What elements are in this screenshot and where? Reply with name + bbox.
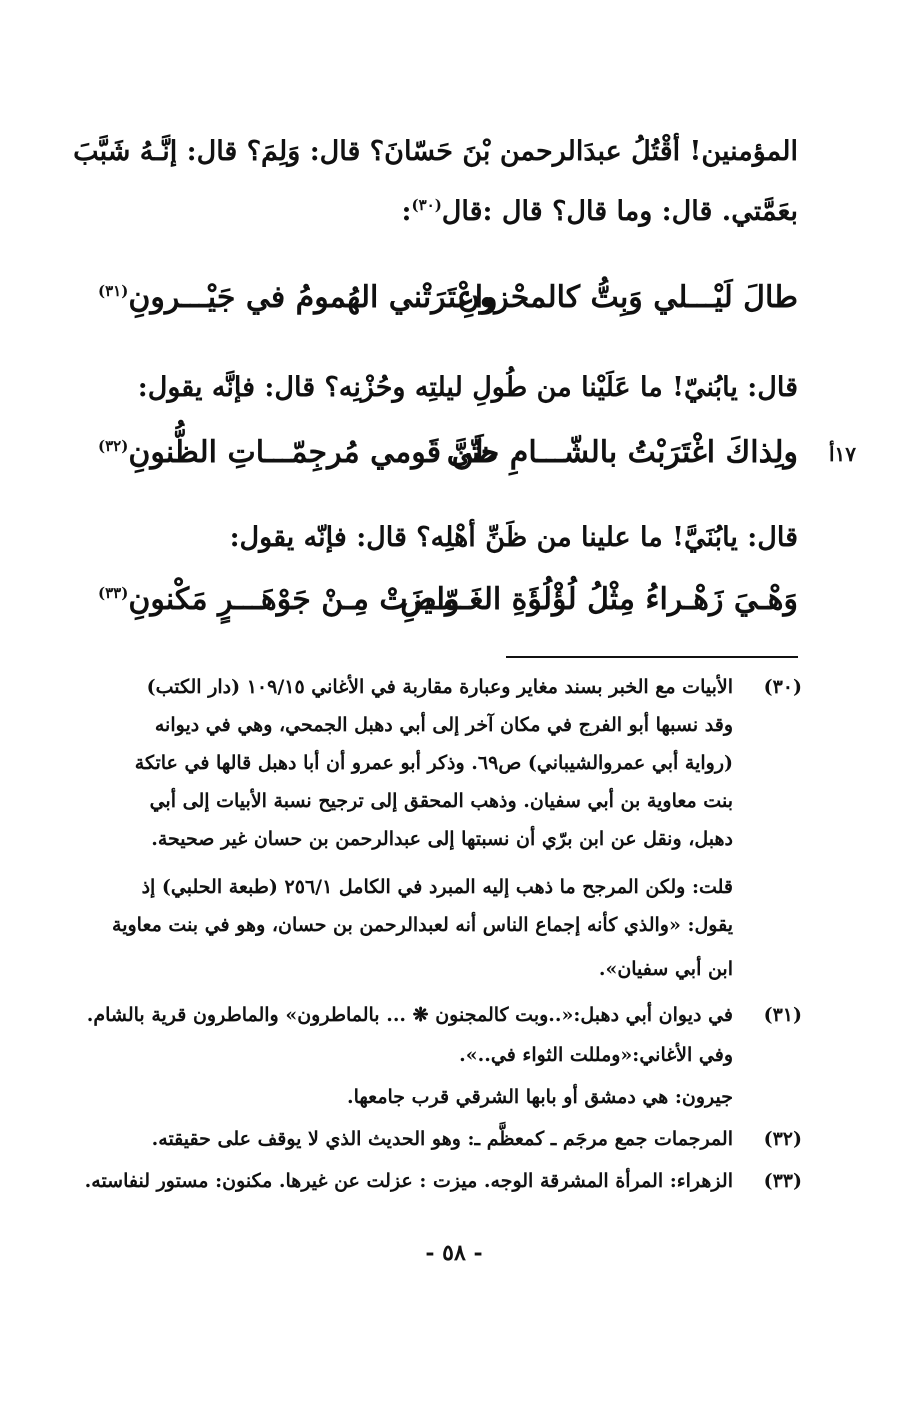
page-number: - ٥٨ - [425,1240,483,1266]
footnote-line: وفي الأغاني:«ومللت الثواء في..». [459,1044,733,1066]
verse-line [98,425,798,481]
footnote-line: (رواية أبي عمروالشيباني) ص٦٩. وذكر أبو عمرو أن أبا دهبل قالها في عاتكة [134,752,733,774]
footnote-separator [506,656,798,658]
verse-hemistich-first: وَهْـيَ زَهْـراءُ مِثْلُ لُؤْلُؤَةِ الغَـوّاصِ [400,582,798,617]
footnote-ref: (٣١) [98,282,129,300]
footnote-line: وقد نسبها أبو الفرج في مكان آخر إلى أبي دهبل الجمحي، وهي في ديوانه [154,714,733,736]
verse-hemistich-second: ظَنَّ قَومي مُرجِمّـــاتِ الظُّنونِ$^{(٣٢)}$ [98,435,499,470]
footnote-ref: (٣٢) [98,437,129,455]
verse-hemistich-first: طالَ لَيْـــلي وَبِتُّ كالمحْزونِ [457,280,798,315]
footnote-line: الأبيات مع الخبر بسند مغاير وعبارة مقاربة في الأغاني ١٠٩/١٥ (دار الكتب) [146,676,733,698]
footnote-line: الزهراء: المرأة المشرقة الوجه. ميزت : عزلت عن غيرها. مكنون: مستور لنفاسته. [84,1170,733,1192]
verse-hemistich-first: ولِذاكَ اغْتَرَبْتُ بالشّـــامِ حتّى [446,435,798,470]
footnote-line: قلت: ولكن المرجح ما ذهب إليه المبرد في الكامل ٢٥٦/١ (طبعة الحلبي) إذ [141,876,733,898]
verse-line [98,270,798,326]
footnote-line: بنت معاوية بن أبي سفيان. وذهب المحقق إلى ترجيح نسبة الأبيات إلى أبي [149,790,733,812]
prose-text: : [401,196,412,227]
footnote-line: يقول: «والذي كأنه إجماع الناس أنه لعبدالرحمن بن حسان، وهو في بنت معاوية [112,914,733,936]
footnote-line: جيرون: هي دمشق أو بابها الشرقي قرب جامعها. [347,1086,733,1108]
prose-text: بعَمَّتي. قال: وما قال؟ قال :قال [441,196,798,227]
verse-hemistich-second: مِـيزَتْ مِـنْ جَوْهَـــرٍ مَكْنونِ$^{(٣٣)}$ [98,582,459,617]
footnote-line: المرجمات جمع مرجَم ـ كمعظَّم ـ: وهو الحديث الذي لا يوقف على حقيقته. [151,1128,733,1150]
footnote-number: (٣٢) [763,1128,802,1150]
prose-line: قال: يابُنَيَّ! ما علينا من ظَنِّ أهْلِه؟ قال: فإنّه يقول: [229,522,798,553]
margin-folio-marker: ١٧أ [828,442,856,466]
prose-line [98,184,798,240]
prose-line: المؤمنين! أقْتُلُ عبدَالرحمن بْنَ حَسّانَ؟ قال: وَلِمَ؟ قال: إنَّـهُ شَبَّبَ [73,136,798,167]
verse-line [98,572,798,628]
footnote-number: (٣٣) [763,1170,802,1192]
footnote-line: في ديوان أبي دهبل:«..وبت كالمجنون ❋ ... بالماطرون» والماطرون قرية بالشام. [86,1004,733,1026]
footnote-ref: (٣٣) [98,584,129,602]
footnote-line: دهبل، ونقل عن ابن برّي أن نسبتها إلى عبدالرحمن بن حسان غير صحيحة. [151,828,733,850]
footnote-number: (٣٠) [763,676,802,698]
footnote-ref: (٣٠) [411,196,442,214]
prose-line: قال: يابُنيّ! ما عَلَيْنا من طُولِ ليلتِه وحُزْنِه؟ قال: فإنَّه يقول: [137,372,798,403]
verse-hemistich-second: واعْتَرَتْني الهُمومُ في جَيْـــرونِ$^{(٣١)}$ [98,280,498,315]
footnote-number: (٣١) [763,1004,802,1026]
footnote-line: ابن أبي سفيان». [598,958,733,980]
